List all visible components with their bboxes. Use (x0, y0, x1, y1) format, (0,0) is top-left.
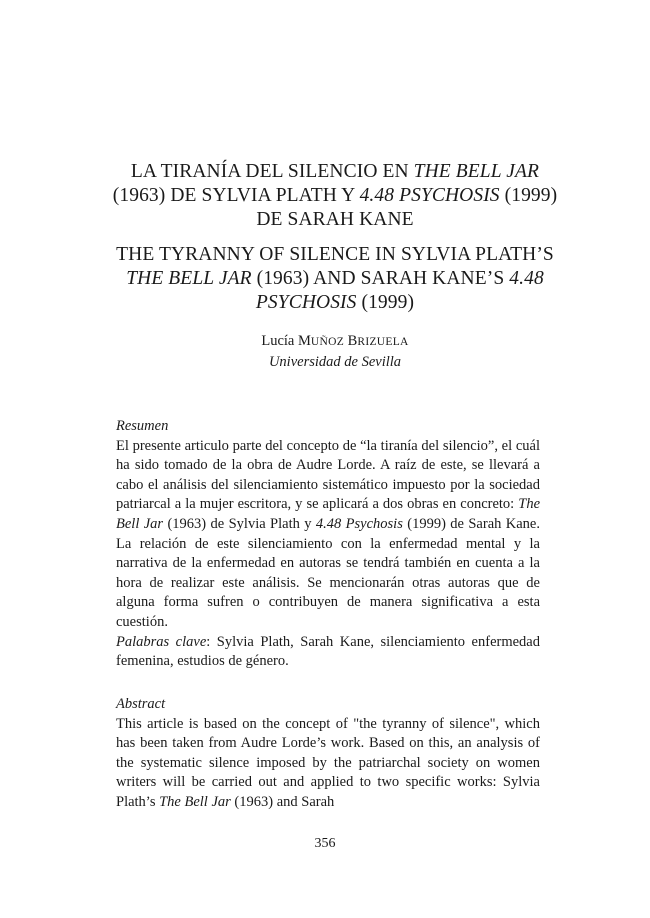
abstract-section (116, 695, 540, 813)
title-es-text-1: LA TIRANÍA DEL SILENCIO EN (130, 161, 414, 182)
resumen-text-2: (1963) de Sylvia Plath y (163, 515, 316, 532)
title-en-text-2: (1963) AND SARAH KANE’S (251, 268, 510, 289)
resumen-text-3: (1999) de Sarah Kane. La relación de este silenciamiento con la enfermedad mental y la narrativa de la enfermedad en autoras se tendrá también en cuenta a la hora de realizar este análisis. Se mencionarán otras autoras que de alguna forma sufren o contribuyen de manera significativa a esta cuestión. (116, 515, 540, 630)
keywords-text: : Sylvia Plath, Sarah Kane, silenciamiento enfermedad femenina, estudios de género. (116, 633, 540, 670)
author-block (112, 331, 558, 372)
author-given-name: Lucía (261, 333, 298, 349)
page-number: 356 (314, 836, 336, 851)
title-es-italic-1: THE BELL JAR (413, 161, 540, 182)
abstract-italic-1: The Bell Jar (159, 793, 231, 810)
title-english (112, 243, 558, 315)
abstract-heading: Abstract (116, 696, 166, 712)
abstract-text-1: This article is based on the concept of "the tyranny of silence", which has been taken from Audre Lorde’s work. Based on this, an analysis of the systematic silence imposed by the patriarchal society on women writers will be carried out and applied to two specific works: Sylvia Plath’s (116, 715, 540, 810)
title-en-text-1: THE TYRANNY OF SILENCE IN SYLVIA PLATH’S (116, 244, 554, 265)
title-en-italic-2: 4.48 PSYCHOSIS (255, 268, 544, 313)
abstract-paragraph (116, 715, 540, 813)
title-en-italic-1: THE BELL JAR (126, 268, 252, 289)
author-affiliation (112, 352, 558, 372)
keywords-label: Palabras clave (116, 633, 207, 650)
author-name (112, 331, 558, 352)
resumen-paragraph (116, 437, 540, 633)
resumen-heading: Resumen (116, 418, 169, 434)
abstract-text-2: (1963) and Sarah (230, 793, 335, 810)
author-surname-rest-2: RIZUELA (357, 336, 409, 348)
affiliation-text: Universidad de Sevilla (268, 354, 402, 370)
title-en-text-3: (1999) (356, 292, 415, 313)
resumen-italic-1: The Bell Jar (116, 496, 540, 532)
title-es-italic-2: 4.48 PSYCHOSIS (359, 185, 500, 206)
keywords-line (116, 633, 540, 672)
author-surname-initial-1: M (298, 333, 311, 349)
title-es-text-3: (1999) DE SARAH KANE (256, 185, 558, 230)
resumen-text-1: El presente articulo parte del concepto de “la tiranía del silencio”, el cuál ha sido tomado de la obra de Audre Lorde. A raíz de este, se llevará a cabo el análisis del silenciamiento sistemático impuesto por la sociedad patriarcal a la mujer escritora, y se aplicará a dos obras en concreto: (116, 437, 540, 513)
author-surname-rest-1: UÑOZ (310, 336, 345, 348)
title-es-text-2: (1963) DE SYLVIA PLATH Y (112, 185, 360, 206)
title-spanish (112, 160, 558, 232)
author-surname-initial-2: B (344, 333, 358, 349)
resumen-italic-2: 4.48 Psychosis (315, 515, 403, 532)
resumen-section (116, 417, 540, 672)
